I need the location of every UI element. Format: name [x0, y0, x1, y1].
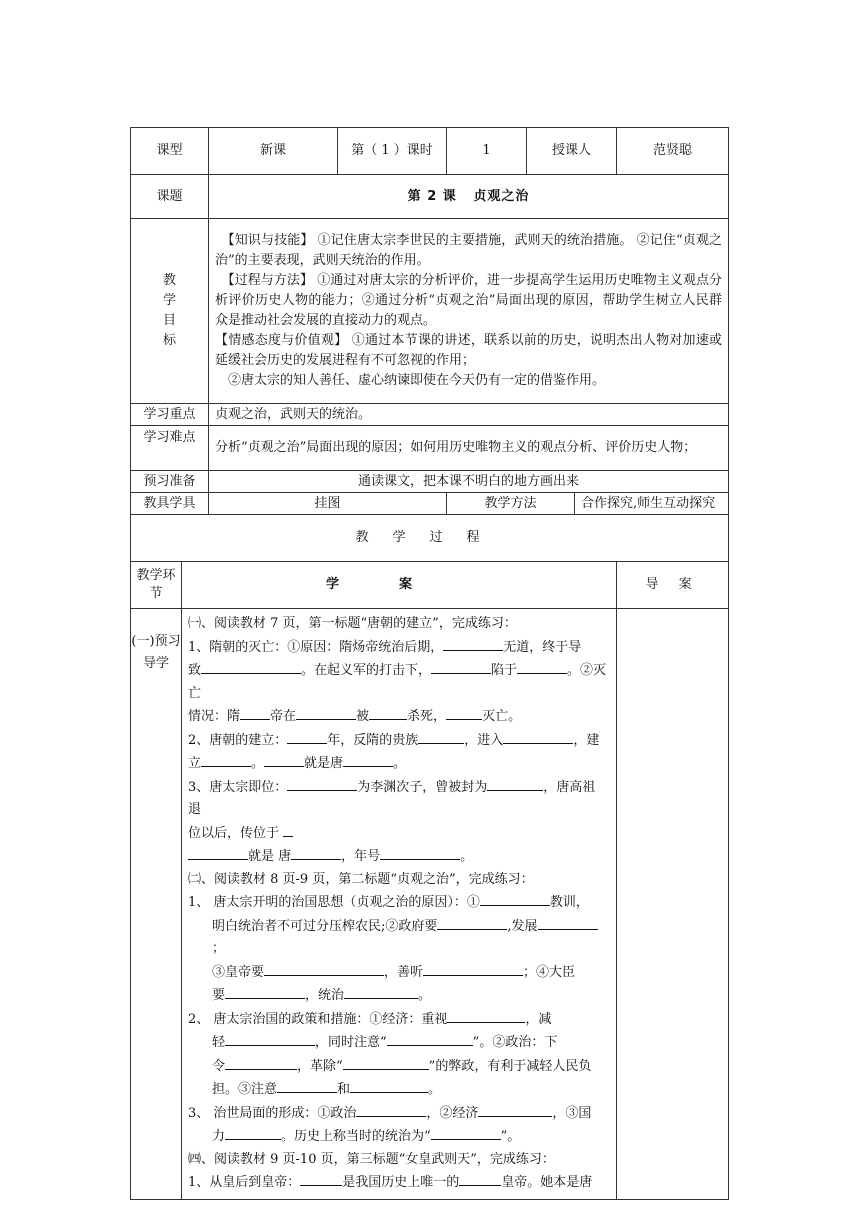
- answer-blank[interactable]: [225, 1031, 315, 1046]
- objective-values-2: ②唐太宗的知人善任、虚心纳谏即使在今天仍有一定的借鉴作用。: [215, 373, 606, 388]
- type-label: 课型: [131, 128, 209, 175]
- answer-blank[interactable]: [277, 1078, 337, 1093]
- answer-blank[interactable]: [225, 984, 305, 999]
- question: 3、唐太宗即位： 为李渊次子，曾被封为 ，唐高祖退: [188, 776, 608, 822]
- plan-column-header: 学案: [182, 562, 617, 609]
- question: 位以后，传位于: [188, 822, 608, 846]
- question: ③皇帝要 ，善听 ；④大臣: [188, 961, 608, 985]
- answer-blank[interactable]: [459, 1171, 501, 1186]
- answer-blank[interactable]: [344, 984, 418, 999]
- answer-blank[interactable]: [350, 1078, 428, 1093]
- difficulties-row: [131, 426, 729, 471]
- objectives-label-char: 标: [163, 333, 177, 348]
- question: 轻 ，同时注意“ ”。②政治：下: [188, 1031, 608, 1055]
- question: 就是 唐 ，年号 。: [188, 845, 608, 869]
- answer-blank[interactable]: [538, 915, 598, 930]
- process-title: 教学过程: [131, 515, 729, 562]
- question: 明白统治者不可过分压榨农民;②政府要 ,发展；: [188, 915, 608, 961]
- answer-blank[interactable]: [387, 1031, 473, 1046]
- answer-blank[interactable]: [225, 1125, 281, 1140]
- topic-title: 第 2 课 贞观之治: [209, 175, 729, 219]
- answer-blank[interactable]: [343, 1055, 429, 1070]
- header-row: [131, 128, 729, 175]
- method-value: 合作探究,师生互动探究: [575, 493, 729, 515]
- answer-blank[interactable]: [380, 845, 460, 860]
- teacher-value: 范贤聪: [617, 128, 729, 175]
- answer-blank[interactable]: [287, 776, 357, 791]
- preparation-value: 通读课文，把本课不明白的地方画出来: [209, 471, 729, 493]
- objective-process: 【过程与方法】 ①通过对唐太宗的分析评价，进一步提高学生运用历史唯物主义观点分析评价历史人物的能力；②通过分析“贞观之治”局面出现的原因，帮助学生树立人民群众是推动社会发展的直接动力的观点。: [215, 273, 723, 328]
- question: 致 。在起义军的打击下， 陷于 。②灭亡: [188, 659, 608, 705]
- tools-label: 教具学具: [131, 493, 209, 515]
- topic-row: [131, 175, 729, 219]
- stage1-label: (一)预习导学: [131, 609, 182, 1200]
- answer-blank[interactable]: [423, 961, 523, 976]
- answer-blank[interactable]: [431, 1125, 501, 1140]
- objectives-label-char: 教: [163, 273, 177, 288]
- guide-column-header: 导 案: [617, 562, 729, 609]
- answer-blank[interactable]: [240, 705, 270, 720]
- stage-column-header: 教学环节: [131, 562, 182, 609]
- question: 令 ，革除“ ”的弊政，有利于减轻人民负: [188, 1055, 608, 1079]
- objectives-label-char: 学: [163, 293, 177, 308]
- answer-blank[interactable]: [201, 752, 251, 767]
- question: 担。③注意 和 。: [188, 1078, 608, 1102]
- answer-blank[interactable]: [225, 1055, 297, 1070]
- answer-blank[interactable]: [300, 1171, 342, 1186]
- question: 立 。 就是唐 。: [188, 752, 608, 776]
- answer-blank[interactable]: [446, 705, 482, 720]
- key-points-row: [131, 404, 729, 426]
- key-points-value: 贞观之治，武则天的统治。: [209, 404, 729, 426]
- answer-blank[interactable]: [418, 729, 464, 744]
- topic-label: 课题: [131, 175, 209, 219]
- process-row: [131, 515, 729, 562]
- period-label: 第（ 1 ）课时: [338, 128, 447, 175]
- question: 力 。历史上称当时的统治为“ ”。: [188, 1125, 608, 1149]
- question: 情况：隋 帝在 被 杀死， 灭亡。: [188, 705, 608, 729]
- answer-blank[interactable]: [356, 1102, 426, 1117]
- preparation-label: 预习准备: [131, 471, 209, 493]
- answer-blank[interactable]: [264, 752, 304, 767]
- answer-blank[interactable]: [447, 1008, 525, 1023]
- question: 1、 唐太宗开明的治国思想（贞观之治的原因）：① 教训，: [188, 891, 608, 915]
- answer-blank[interactable]: [264, 961, 384, 976]
- tools-value: 挂图: [209, 493, 447, 515]
- answer-blank[interactable]: [478, 1102, 552, 1117]
- study-plan-content: [182, 609, 617, 1200]
- objectives-content: [209, 219, 729, 404]
- answer-blank[interactable]: [480, 891, 550, 906]
- answer-blank[interactable]: [437, 915, 507, 930]
- lesson-plan-table: [130, 127, 729, 1200]
- difficulties-label: 学习难点: [131, 426, 209, 471]
- answer-blank[interactable]: [503, 729, 573, 744]
- question: 2、 唐太宗治国的政策和措施：①经济：重视 ，减: [188, 1008, 608, 1032]
- answer-blank[interactable]: [296, 705, 356, 720]
- answer-blank[interactable]: [287, 729, 327, 744]
- answer-blank[interactable]: [343, 752, 393, 767]
- tools-row: [131, 493, 729, 515]
- section3-title: ㈣、阅读教材 9 页-10 页，第三标题“女皇武则天”，完成练习：: [188, 1151, 555, 1167]
- answer-blank[interactable]: [291, 845, 341, 860]
- answer-blank[interactable]: [188, 845, 248, 860]
- answer-blank[interactable]: [283, 822, 293, 837]
- objective-values: 【情感态度与价值观】 ①通过本节课的讲述，联系以前的历史，说明杰出人物对加速或延缓社会历史的发展进程有不可忽视的作用；: [215, 333, 723, 368]
- preparation-row: [131, 471, 729, 493]
- content-row: [131, 609, 729, 1200]
- question: 2、唐朝的建立： 年，反隋的贵族 ，进入 ，建: [188, 729, 608, 753]
- question: 要 ，统治 。: [188, 984, 608, 1008]
- period-value: 1: [447, 128, 527, 175]
- type-value: 新课: [209, 128, 338, 175]
- section2-title: ㈡、阅读教材 8 页-9 页，第二标题“贞观之治”，完成练习：: [188, 871, 534, 887]
- objectives-label-char: 目: [163, 313, 177, 328]
- difficulties-value: 分析“贞观之治”局面出现的原因；如何用历史唯物主义的观点分析、评价历史人物；: [209, 426, 729, 471]
- objective-knowledge: 【知识与技能】 ①记住唐太宗李世民的主要措施，武则天的统治措施。 ②记住“贞观之治”的主要表现，武则天统治的作用。: [215, 233, 723, 268]
- objectives-label: [131, 219, 209, 404]
- question: 1、从皇后到皇帝： 是我国历史上唯一的 皇帝。她本是唐: [188, 1171, 608, 1195]
- answer-blank[interactable]: [201, 659, 301, 674]
- objectives-row: [131, 219, 729, 404]
- question: 3、 治世局面的形成：①政治 ，②经济 ，③国: [188, 1102, 608, 1126]
- key-points-label: 学习重点: [131, 404, 209, 426]
- answer-blank[interactable]: [443, 636, 503, 651]
- guide-column-content: [617, 609, 729, 1200]
- answer-blank[interactable]: [431, 659, 491, 674]
- answer-blank[interactable]: [369, 705, 407, 720]
- answer-blank[interactable]: [517, 659, 567, 674]
- section1-title: ㈠、阅读教材 7 页，第一标题“唐朝的建立”，完成练习：: [188, 616, 517, 631]
- teacher-label: 授课人: [527, 128, 617, 175]
- columns-row: [131, 562, 729, 609]
- method-label: 教学方法: [447, 493, 575, 515]
- answer-blank[interactable]: [487, 776, 543, 791]
- question: 1、隋朝的灭亡：①原因：隋炀帝统治后期， 无道，终于导: [188, 636, 608, 660]
